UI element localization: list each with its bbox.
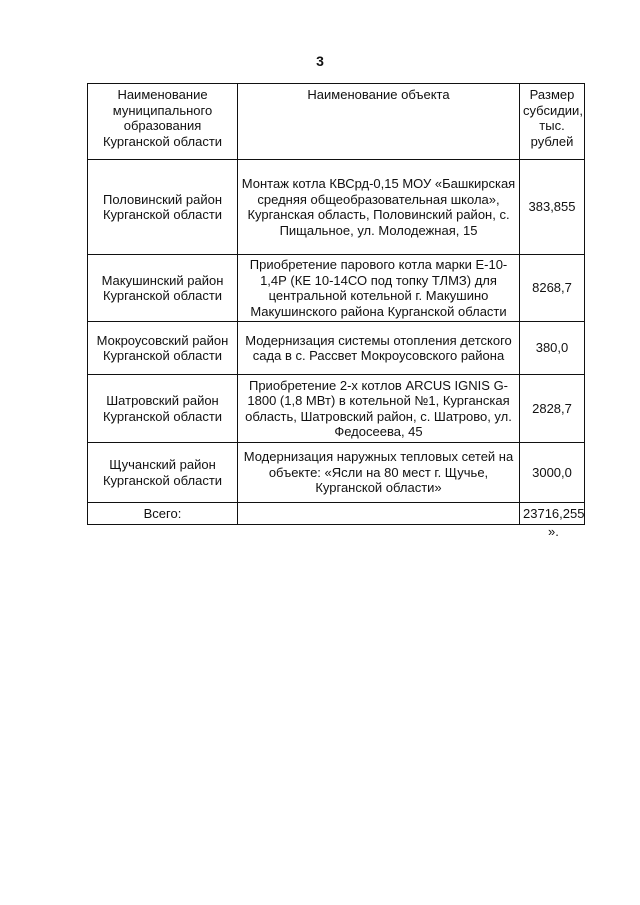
header-object: Наименование объекта (238, 84, 520, 160)
cell-object: Приобретение 2-х котлов ARCUS IGNIS G-1800 (1,8 МВт) в котельной №1, Курганская область, Шатровский район, с. Шатрово, ул. Федосеева, 45 (238, 375, 520, 443)
cell-municipality: Мокроусовский район Курганской области (88, 322, 238, 375)
total-row (88, 503, 585, 525)
cell-amount: 383,855 (520, 160, 585, 255)
page-number: 3 (316, 53, 324, 69)
cell-municipality: Макушинский район Курганской области (88, 255, 238, 322)
cell-amount: 3000,0 (520, 443, 585, 503)
cell-amount: 8268,7 (520, 255, 585, 322)
header-amount: Размер субсидии, тыс. рублей (520, 84, 585, 160)
cell-municipality: Шатровский район Курганской области (88, 375, 238, 443)
table-header-row (88, 84, 585, 160)
total-amount: 23716,255 (520, 503, 585, 525)
cell-object: Приобретение парового котла марки Е-10-1,4Р (КЕ 10-14СО под топку ТЛМЗ) для центральной котельной г. Макушино Макушинского района Курганской области (238, 255, 520, 322)
cell-object: Модернизация системы отопления детского сада в с. Рассвет Мокроусовского района (238, 322, 520, 375)
table-row (88, 160, 585, 255)
cell-object: Модернизация наружных тепловых сетей на объекте: «Ясли на 80 мест г. Щучье, Курганской области» (238, 443, 520, 503)
total-object-cell (238, 503, 520, 525)
table-row (88, 443, 585, 503)
cell-amount: 380,0 (520, 322, 585, 375)
header-municipality: Наименование муниципального образования Курганской области (88, 84, 238, 160)
subsidy-table (87, 83, 585, 525)
total-label: Всего: (88, 503, 238, 525)
table-row (88, 255, 585, 322)
cell-object: Монтаж котла КВСрд-0,15 МОУ «Башкирская средняя общеобразовательная школа», Курганская область, Половинский район, с. Пищальное, ул. Молодежная, 15 (238, 160, 520, 255)
table-row (88, 375, 585, 443)
cell-municipality: Щучанский район Курганской области (88, 443, 238, 503)
closing-quote: ». (548, 524, 559, 539)
table-row (88, 322, 585, 375)
cell-amount: 2828,7 (520, 375, 585, 443)
cell-municipality: Половинский район Курганской области (88, 160, 238, 255)
